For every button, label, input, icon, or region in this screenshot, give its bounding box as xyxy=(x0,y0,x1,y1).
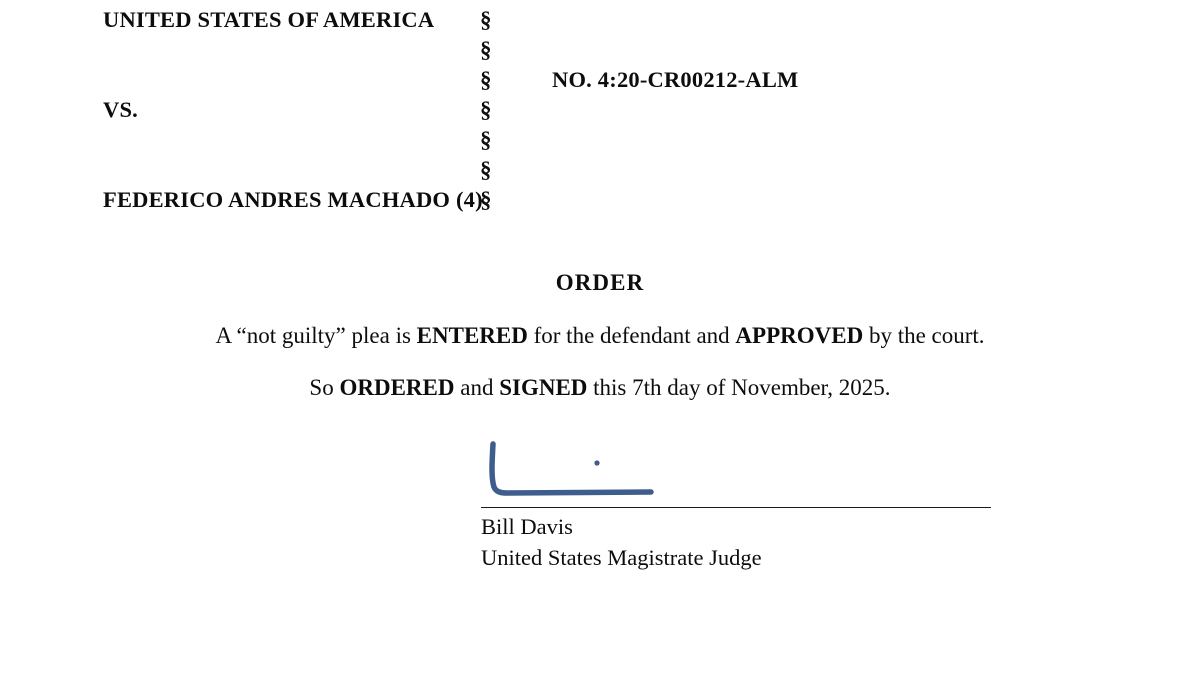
section-symbol: § xyxy=(480,157,492,182)
caption-row xyxy=(0,186,1200,216)
signed-text-segment: and xyxy=(454,375,500,400)
section-symbol: § xyxy=(480,127,492,152)
caption-party-defendant: FEDERICO ANDRES MACHADO (4) xyxy=(103,187,483,212)
caption-row xyxy=(0,36,1200,66)
signed-text-segment: So xyxy=(309,375,340,400)
signed-date-segment: this 7th day of November, 2025. xyxy=(587,375,891,400)
order-paragraph-plea xyxy=(0,321,1200,351)
caption-party: VS. xyxy=(103,97,138,122)
plea-entered-emphasis: ENTERED xyxy=(416,323,528,348)
section-symbol: § xyxy=(480,37,492,62)
handwritten-signature-icon xyxy=(481,440,681,505)
section-symbol: § xyxy=(480,187,492,212)
section-symbol: § xyxy=(480,7,492,32)
order-paragraph-signed xyxy=(0,373,1200,403)
order-heading: ORDER xyxy=(555,270,645,295)
caption-row xyxy=(0,156,1200,186)
caption-row xyxy=(0,96,1200,126)
judge-title: United States Magistrate Judge xyxy=(481,545,762,570)
plea-approved-emphasis: APPROVED xyxy=(735,323,864,348)
case-number: NO. 4:20-CR00212-ALM xyxy=(552,67,799,92)
caption-party: UNITED STATES OF AMERICA xyxy=(103,7,435,32)
plea-text-segment: by the court. xyxy=(863,323,985,348)
caption-block xyxy=(0,0,1200,216)
section-symbol: § xyxy=(480,67,492,92)
caption-row xyxy=(0,66,1200,96)
plea-text-segment: for the defendant and xyxy=(527,323,736,348)
signature-block xyxy=(481,440,1001,573)
signed-emphasis: SIGNED xyxy=(499,375,588,400)
ordered-emphasis: ORDERED xyxy=(339,375,455,400)
section-symbol: § xyxy=(480,97,492,122)
caption-row xyxy=(0,6,1200,36)
caption-row xyxy=(0,126,1200,156)
plea-text-segment: A “not guilty” plea is xyxy=(215,323,417,348)
judge-name: Bill Davis xyxy=(481,514,573,539)
